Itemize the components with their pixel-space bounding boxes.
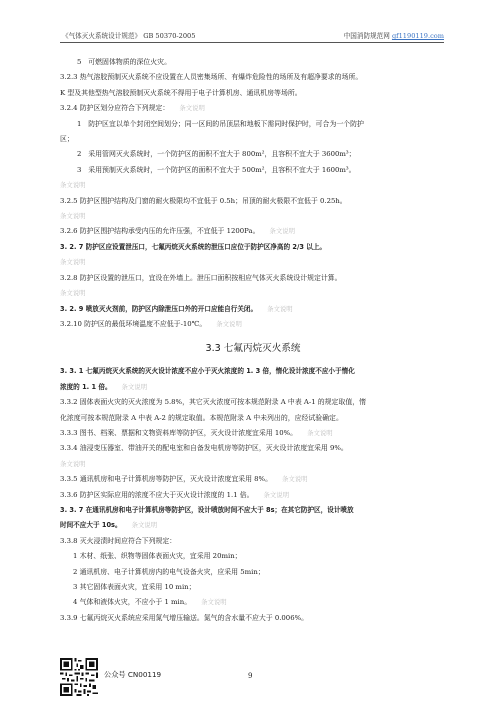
paragraph-line: 浓度的 1. 1 倍。 — [60, 382, 112, 391]
paragraph-line: 3.3.8 灭火浸渍时间应符合下列规定： — [60, 536, 177, 545]
paragraph-line: 3.2.10 防护区的最低环境温度不应低于-10℃。 — [60, 319, 207, 328]
clause-note-link[interactable]: 条文说明 — [269, 227, 296, 236]
paragraph-line: K 型及其他型热气溶胶预制灭火系统不得用于电子计算机房、通讯机房等场所。 — [60, 88, 302, 97]
clause-note-link[interactable]: 条文说明 — [201, 598, 227, 607]
paragraph-line: 1 防护区宜以单个封闭空间划分；同一区间的吊顶层和地板下需同时保护时，可合为一个防护 — [77, 119, 364, 128]
paragraph-line: 1 木材、纸张、织物等固体表面火灾，宜采用 20min； — [73, 552, 242, 561]
paragraph-line: 3.3.9 七氟丙烷灭火系统应采用氮气增压输送。氮气的含水量不应大于 0.006%。 — [60, 613, 309, 622]
paragraph-line: 3.3.4 油浸变压器室、带油开关的配电室和自备发电机房等防护区，灭火设计浓度宜采用 9%。 — [60, 444, 348, 453]
clause-note-link[interactable]: 条文说明 — [216, 319, 242, 328]
paragraph-line: 5 可燃固体物质的深位火灾。 — [77, 58, 171, 66]
clause-note-link[interactable]: 条文说明 — [60, 258, 86, 267]
page-number: 9 — [248, 672, 253, 680]
paragraph-line: 3 采用预制灭火系统时，一个防护区的面积不宜大于 500m²，且容积不宜大于 1600m³。 — [77, 165, 356, 174]
paragraph-line: 3.3.6 防护区实际应用的浓度不应大于灭火设计浓度的 1.1 倍。 — [60, 490, 254, 499]
clause-note-link[interactable]: 条文说明 — [263, 490, 290, 499]
paragraph-line: 3. 3. 1 七氟丙烷灭火系统的灭火设计浓度不应小于灭火浓度的 1. 3 倍，惰化设计浓度不应小于惰化 — [60, 367, 355, 376]
qr-code-icon — [60, 658, 98, 696]
paragraph-line: 3 其它固体表面火灾，宜采用 10 min； — [73, 583, 196, 591]
clause-note-link[interactable]: 条文说明 — [60, 181, 86, 190]
clause-note-link[interactable]: 条文说明 — [267, 304, 293, 313]
paragraph-line: 时间不应大于 10s。 — [60, 521, 122, 530]
paragraph-line: 化浓度可按本规范附录 A 中表 A-2 的规定取值。本规范附录 A 中未列出的，应经试验确定。 — [60, 413, 343, 422]
section-title: 3.3 七氟丙烷灭火系统 — [205, 343, 301, 355]
paragraph-line: 3.2.5 防护区围护结构及门窗的耐火极限均不宜低于 0.5h；吊顶的耐火极限不宜低于 0.25h。 — [60, 196, 347, 205]
paragraph-line: 2 采用管网灭火系统时，一个防护区的面积不宜大于 800m²，且容积不宜大于 3600m³； — [77, 150, 356, 159]
paragraph-line: 3.2.4 防护区划分应符合下列规定： — [60, 104, 170, 113]
clause-note-link[interactable]: 条文说明 — [121, 382, 148, 391]
page-header — [60, 28, 444, 43]
account-label: 公众号 CN00119 — [104, 670, 162, 679]
paragraph-line: 区； — [60, 135, 74, 144]
clause-note-link[interactable]: 条文说明 — [179, 104, 205, 113]
document-body — [60, 55, 446, 626]
paragraph-line: 3.2.3 热气溶胶预制灭火系统不应设置在人员密集场所、有爆炸危险性的场所及有超净要求的场所。 — [60, 73, 363, 82]
paragraph-line: 3. 3. 7 在通讯机房和电子计算机房等防护区，设计喷放时间不应大于 8s；在其它防护区，设计喷放 — [60, 505, 354, 514]
paragraph-line: 3. 2. 7 防护区应设置泄压口，七氟丙烷灭火系统的泄压口应位于防护区净高的 2/3 以上。 — [60, 242, 327, 251]
paragraph-line: 2 通讯机房、电子计算机房内的电气设备火灾，应采用 5min； — [73, 567, 265, 576]
site-name — [344, 30, 444, 40]
site-link[interactable]: gf1190119.com — [391, 32, 444, 40]
clause-note-link[interactable]: 条文说明 — [307, 428, 333, 437]
paragraph-line: 4 气体和液体火灾，不应小于 1 min。 — [73, 598, 192, 607]
paragraph-line: 3.3.2 固体表面火灾的灭火浓度为 5.8%，其它灭火浓度可按本规范附录 A 中表 A-1 的规定取值，惰 — [60, 398, 367, 407]
paragraph-line: 3.3.5 通讯机房和电子计算机房等防护区，灭火设计浓度宜采用 8%。 — [60, 475, 272, 484]
paragraph-line: 3.2.8 防护区设置的泄压口，宜设在外墙上。泄压口面积按相应气体灭火系统设计规定计算。 — [60, 273, 342, 282]
clause-note-link[interactable]: 条文说明 — [282, 475, 308, 484]
clause-note-link[interactable]: 条文说明 — [60, 212, 86, 221]
paragraph-line: 3.2.6 防护区围护结构承受内压的允许压强，不宜低于 1200Pa。 — [60, 227, 260, 236]
page-footer — [60, 658, 446, 700]
clause-note-link[interactable]: 条文说明 — [60, 459, 86, 468]
paragraph-line: 3.3.3 图书、档案、票据和文物资料库等防护区，灭火设计浓度宜采用 10%。 — [60, 428, 298, 437]
clause-note-link[interactable]: 条文说明 — [60, 289, 86, 298]
document-title: 《气体灭火系统设计规范》 GB 50370-2005 — [62, 32, 196, 40]
site-label: 中国消防规范网 — [343, 32, 392, 40]
clause-note-link[interactable]: 条文说明 — [131, 521, 158, 530]
clause-line — [60, 101, 446, 116]
paragraph-line: 3. 2. 9 喷放灭火剂前，防护区内除泄压口外的开口应能自行关闭。 — [60, 304, 258, 313]
